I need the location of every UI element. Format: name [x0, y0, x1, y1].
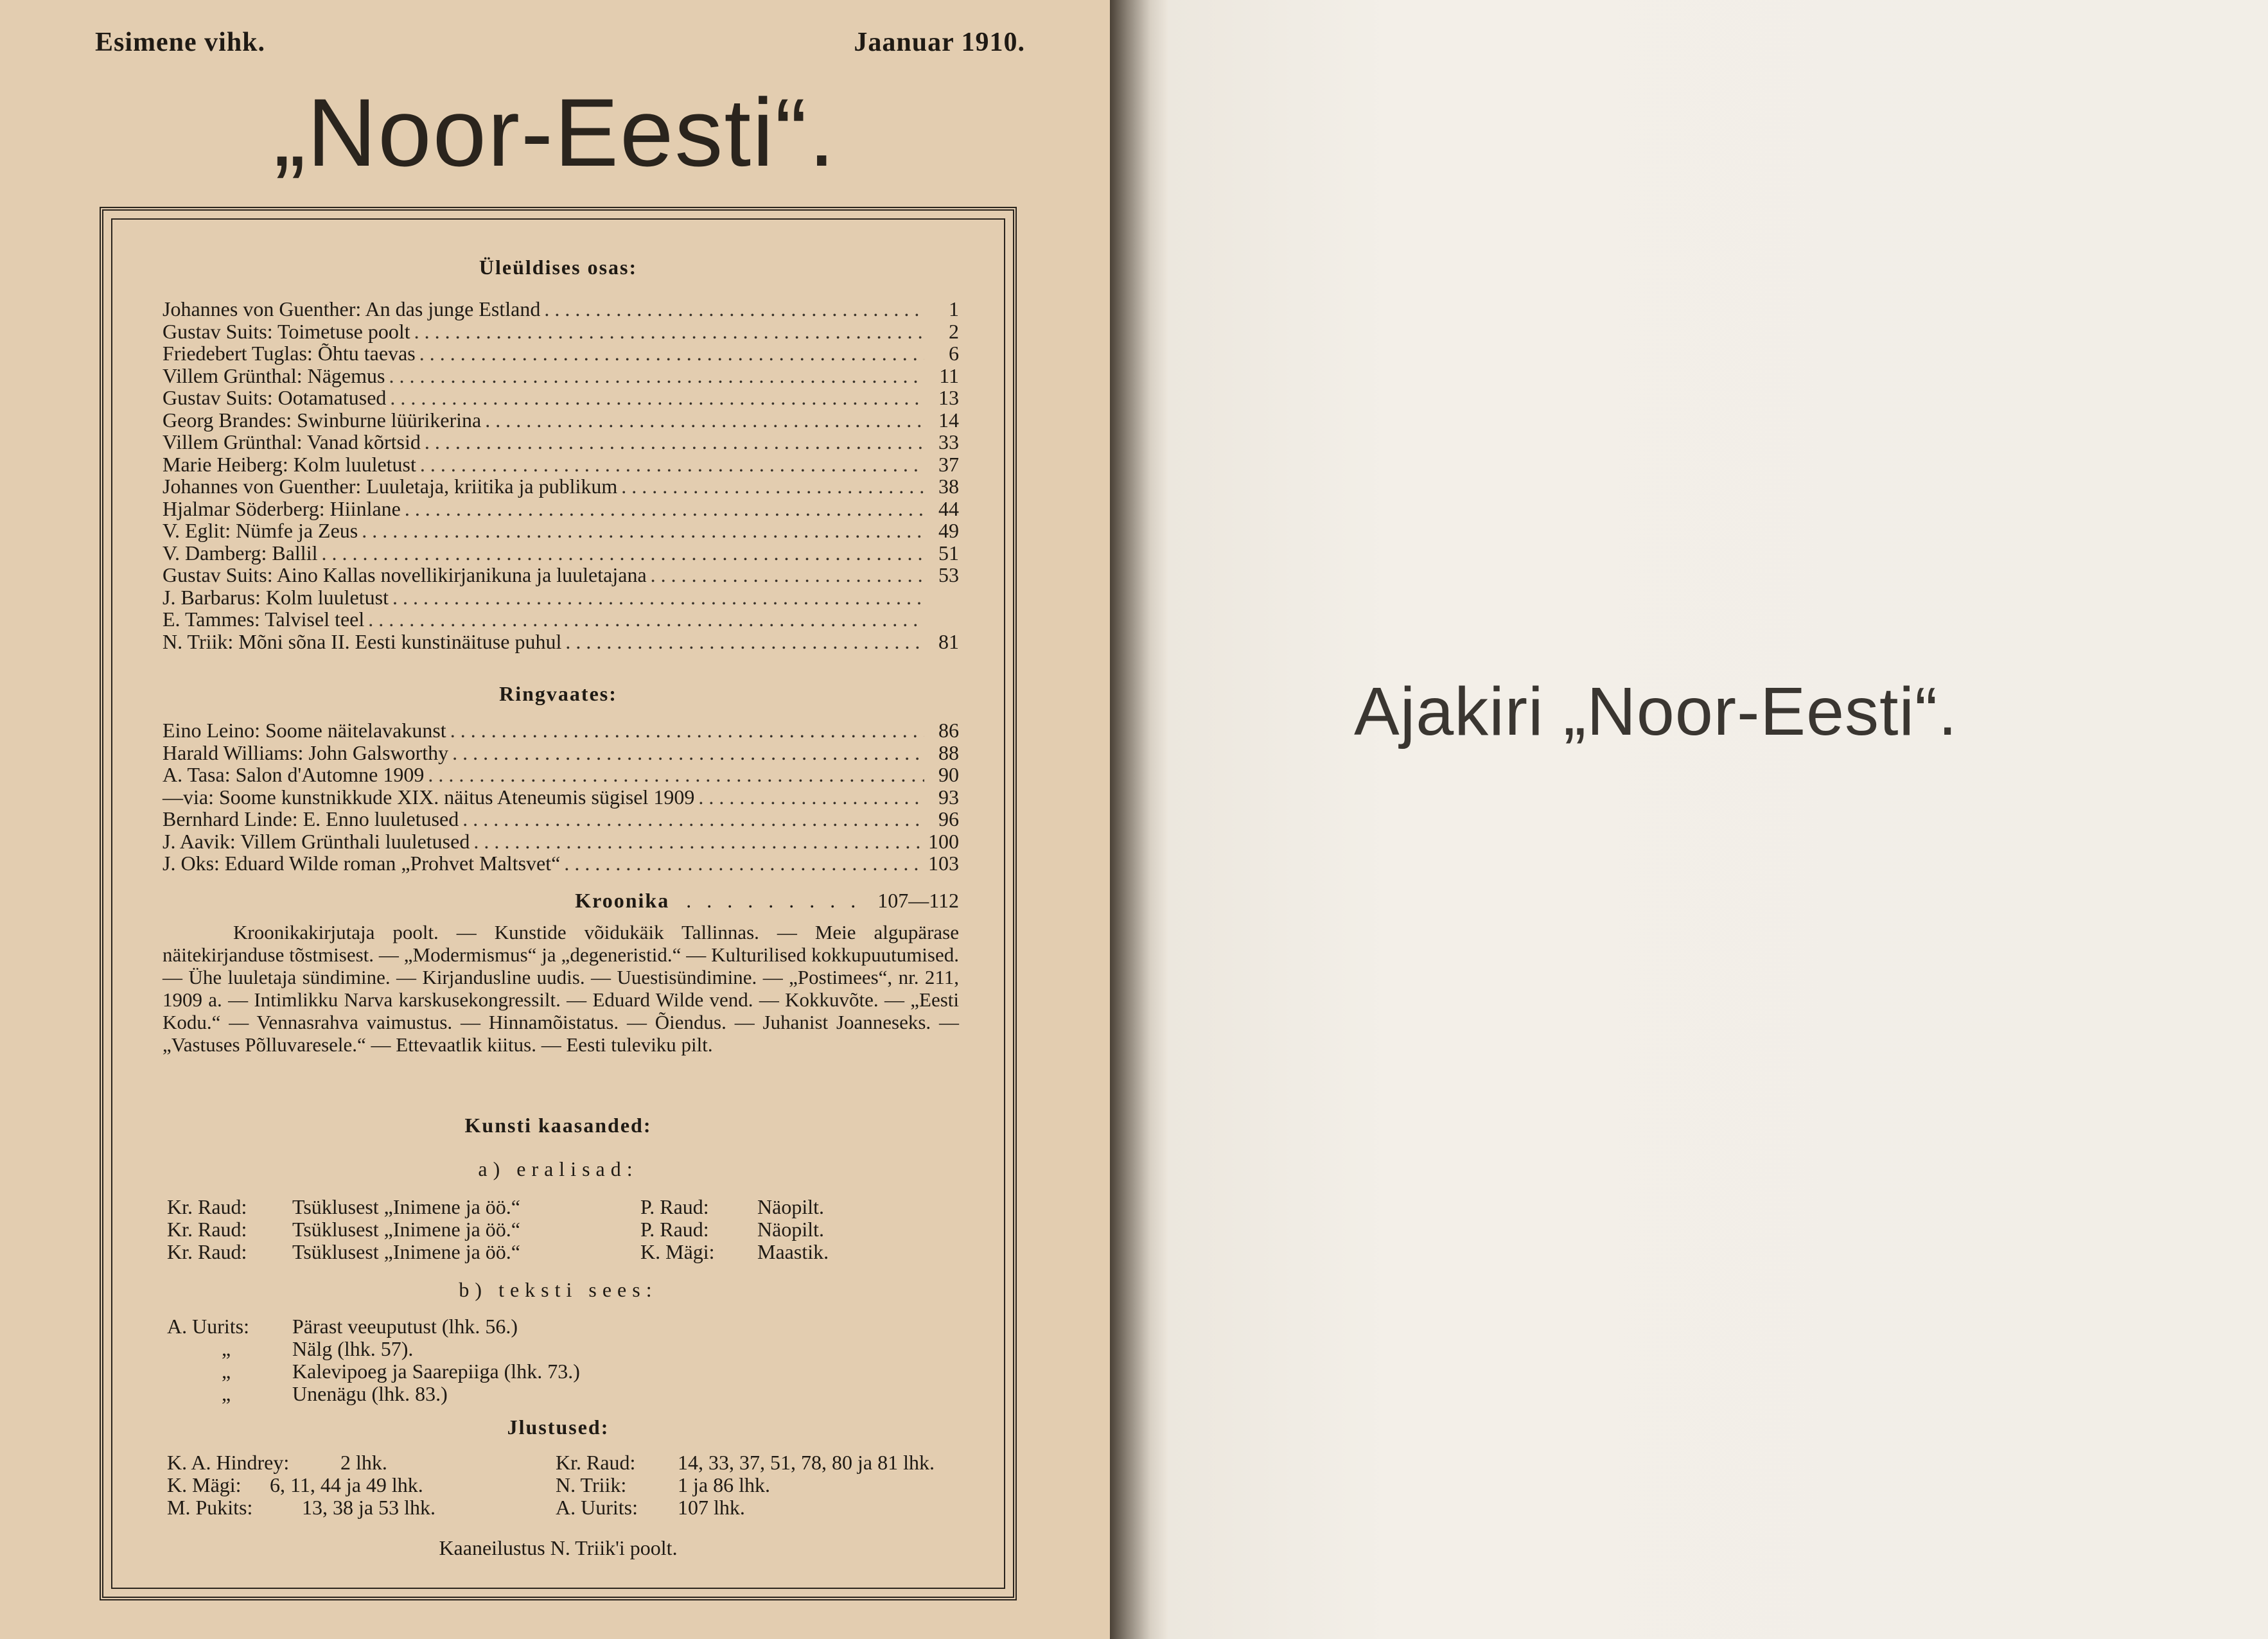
toc-row — [163, 409, 959, 432]
art-author: „ — [222, 1360, 231, 1383]
toc-row — [163, 453, 959, 476]
art-right-column — [640, 1196, 829, 1263]
art-item — [640, 1218, 829, 1241]
illustration-pages: 107 lhk. — [678, 1496, 745, 1519]
toc-row — [163, 830, 959, 853]
toc-entry-page: 49 — [938, 519, 959, 542]
illustrator: M. Pukits: — [167, 1496, 253, 1519]
chronicle-section — [163, 888, 959, 1056]
toc-row — [163, 808, 959, 830]
toc-entry-page: 53 — [938, 563, 959, 586]
section-heading-reviews: Ringvaates: — [499, 682, 617, 705]
illustration-pages: 14, 33, 37, 51, 78, 80 ja 81 lhk. — [678, 1451, 935, 1474]
toc-entry-text: Gustav Suits: Aino Kallas novellikirjanikuna ja luuletajana — [163, 563, 647, 586]
art-item — [167, 1218, 520, 1241]
art-work: Pärast veeuputust (lhk. 56.) — [292, 1315, 518, 1338]
toc-entry-page: 103 — [928, 852, 959, 875]
illustration-item — [556, 1496, 935, 1519]
chronicle-heading: Kroonika — [575, 889, 670, 912]
left-page — [0, 0, 1110, 1639]
art-author: P. Raud: — [640, 1195, 709, 1218]
illustrator: K. Mägi: — [167, 1473, 242, 1496]
right-page-title: Ajakiri „Noor-Eesti“. — [1354, 674, 1958, 749]
art-item — [640, 1241, 829, 1263]
art-work: Näopilt. — [757, 1195, 824, 1218]
toc-row — [163, 719, 959, 742]
art-item — [167, 1383, 580, 1405]
toc-entry-page: 1 — [949, 297, 959, 320]
art-author: „ — [222, 1382, 231, 1405]
toc-row — [163, 298, 959, 320]
art-author: P. Raud: — [640, 1218, 709, 1241]
art-subheading-b: b) teksti sees: — [459, 1278, 658, 1301]
toc-entry-text: Marie Heiberg: Kolm luuletust — [163, 452, 416, 476]
toc-entry-text: J. Aavik: Villem Grünthali luuletused — [163, 829, 470, 853]
toc-entry-text: Bernhard Linde: E. Enno luuletused — [163, 807, 459, 830]
book-gutter — [1110, 0, 1168, 1639]
illustration-pages: 2 lhk. — [340, 1451, 387, 1474]
toc-entry-text: Villem Grünthal: Vanad kõrtsid — [163, 430, 421, 453]
toc-entry-page: 2 — [949, 319, 959, 343]
toc-entry-text: Johannes von Guenther: Luuletaja, kriitika ja publikum — [163, 475, 618, 498]
section-heading-illustrations: Jlustused: — [507, 1416, 610, 1439]
toc-entry-page: 38 — [938, 475, 959, 498]
toc-entry-page: 33 — [938, 430, 959, 453]
cover-credit: Kaaneilustus N. Triik'i poolt. — [439, 1536, 678, 1559]
toc-entry-text: —via: Soome kunstnikkude XIX. näitus Ateneumis sügisel 1909 — [163, 785, 695, 809]
toc-entry-text: Gustav Suits: Ootamatused — [163, 386, 387, 409]
illustrator: A. Uurits: — [556, 1496, 638, 1519]
chronicle-heading-row: Kroonika . . . . . . . . . 107—112 — [575, 889, 959, 912]
toc-entry-page: 100 — [928, 829, 959, 853]
toc-entry-page: 14 — [938, 408, 959, 432]
toc-row — [163, 498, 959, 520]
toc-row — [163, 365, 959, 387]
toc-row — [163, 542, 959, 565]
text-illustration-list — [167, 1315, 580, 1405]
toc-entry-page: 6 — [949, 342, 959, 365]
toc-row — [163, 852, 959, 875]
toc-entry-text: V. Eglit: Nümfe ja Zeus — [163, 519, 358, 542]
illustrator: K. A. Hindrey: — [167, 1451, 290, 1474]
toc-row — [163, 475, 959, 498]
toc-entry-text: Harald Williams: John Galsworthy — [163, 741, 449, 764]
toc-entry-page: 88 — [938, 741, 959, 764]
reviews-toc — [163, 719, 959, 875]
toc-row — [163, 342, 959, 365]
right-page — [1168, 0, 2268, 1639]
toc-entry-text: Georg Brandes: Swinburne lüürikerina — [163, 408, 482, 432]
contents-frame — [100, 207, 1017, 1600]
toc-entry-text: J. Oks: Eduard Wilde roman „Prohvet Maltsvet“ — [163, 852, 561, 875]
toc-entry-page — [924, 586, 959, 609]
chronicle-text: Kroonikakirjutaja poolt. — Kunstide võidukäik Tallinnas. — Meie algupärase näitekirjanduse tõstmisest. — „Modermismus“ ja „degeneristid.“ — Kulturilised kokkupuutumised. — Ühe luuletaja sündimine. — Kirjandusline uudis. — Uuestisündimine. — „Postimees“, nr. 211, 1909 a. — Intimlikku Narva karskusekongressilt. — Eduard Wilde vend. — Kokkuvõte. — „Eesti Kodu.“ — Vennasrahva vaimustus. — Hinnamõistatus. — Õiendus. — Juhanist Joanneseks. — „Vastuses Põlluvaresele.“ — Ettevaatlik kiitus. — Eesti tuleviku pilt. — [163, 921, 959, 1056]
masthead-title: „Noor-Eesti“. — [273, 78, 837, 186]
illustration-item — [167, 1474, 435, 1496]
art-item — [167, 1241, 520, 1263]
toc-entry-text: A. Tasa: Salon d'Automne 1909 — [163, 763, 425, 786]
art-item — [167, 1196, 520, 1218]
section-heading-art: Kunsti kaasanded: — [464, 1114, 652, 1137]
toc-entry-page: 51 — [938, 541, 959, 565]
toc-row — [163, 742, 959, 764]
art-item — [640, 1196, 829, 1218]
art-work: Näopilt. — [757, 1218, 824, 1241]
illustration-pages: 13, 38 ja 53 lhk. — [302, 1496, 435, 1519]
toc-entry-page: 90 — [938, 763, 959, 786]
illustration-pages: 1 ja 86 lhk. — [678, 1473, 770, 1496]
toc-entry-text: Villem Grünthal: Nägemus — [163, 364, 385, 387]
toc-row — [163, 608, 959, 631]
toc-row — [163, 520, 959, 542]
art-author: Kr. Raud: — [167, 1195, 247, 1218]
art-work: Unenägu (lhk. 83.) — [292, 1382, 448, 1405]
section-heading-general: Üleüldises osas: — [479, 256, 638, 279]
art-author: „ — [222, 1337, 231, 1360]
toc-entry-page: 11 — [939, 364, 959, 387]
illustrator: Kr. Raud: — [556, 1451, 636, 1474]
toc-entry-text: Johannes von Guenther: An das junge Estland — [163, 297, 541, 320]
art-work: Maastik. — [757, 1240, 829, 1263]
toc-entry-page — [924, 608, 959, 631]
art-item — [167, 1315, 580, 1338]
art-work: Tsüklusest „Inimene ja öö.“ — [292, 1218, 520, 1241]
toc-entry-text: E. Tammes: Talvisel teel — [163, 608, 365, 631]
toc-entry-page: 86 — [938, 719, 959, 742]
toc-entry-text: N. Triik: Mõni sõna II. Eesti kunstinäituse puhul — [163, 629, 562, 653]
issue-date: Jaanuar 1910. — [854, 28, 1025, 57]
toc-row — [163, 631, 959, 653]
art-author: Kr. Raud: — [167, 1218, 247, 1241]
toc-entry-page: 44 — [938, 496, 959, 520]
toc-row — [163, 320, 959, 343]
toc-entry-text: Hjalmar Söderberg: Hiinlane — [163, 496, 401, 520]
art-work: Kalevipoeg ja Saarepiiga (lhk. 73.) — [292, 1360, 580, 1383]
general-toc — [163, 298, 959, 653]
illustrator: N. Triik: — [556, 1473, 627, 1496]
contents-inner-border — [111, 218, 1005, 1589]
illustration-item — [167, 1451, 435, 1474]
toc-entry-text: Friedebert Tuglas: Õhtu taevas — [163, 342, 416, 365]
art-author: A. Uurits: — [167, 1315, 249, 1338]
toc-entry-page: 96 — [938, 807, 959, 830]
toc-entry-text: Eino Leino: Soome näitelavakunst — [163, 719, 446, 742]
illustration-pages: 6, 11, 44 ja 49 lhk. — [270, 1473, 423, 1496]
toc-row — [163, 586, 959, 609]
art-work: Tsüklusest „Inimene ja öö.“ — [292, 1240, 520, 1263]
art-author: K. Mägi: — [640, 1240, 715, 1263]
art-work: Nälg (lhk. 57). — [292, 1337, 414, 1360]
illustrations-left — [167, 1451, 435, 1519]
toc-entry-page: 37 — [938, 452, 959, 476]
toc-row — [163, 387, 959, 409]
art-author: Kr. Raud: — [167, 1240, 247, 1263]
toc-row — [163, 431, 959, 453]
issue-label: Esimene vihk. — [95, 28, 266, 57]
illustration-item — [556, 1451, 935, 1474]
toc-entry-text: J. Barbarus: Kolm luuletust — [163, 585, 389, 609]
toc-entry-text: V. Damberg: Ballil — [163, 541, 318, 565]
art-work: Tsüklusest „Inimene ja öö.“ — [292, 1195, 520, 1218]
chronicle-pages: 107—112 — [877, 889, 959, 912]
toc-row — [163, 786, 959, 809]
art-item — [167, 1360, 580, 1383]
toc-entry-page: 13 — [938, 386, 959, 409]
illustration-item — [167, 1496, 435, 1519]
illustration-item — [556, 1474, 935, 1496]
toc-row — [163, 564, 959, 586]
illustrations-right — [556, 1451, 935, 1519]
toc-entry-page: 93 — [938, 785, 959, 809]
toc-entry-text: Gustav Suits: Toimetuse poolt — [163, 319, 410, 343]
toc-entry-page: 81 — [938, 629, 959, 653]
art-left-column — [167, 1196, 520, 1263]
art-item — [167, 1338, 580, 1360]
art-subheading-a: a) eralisad: — [478, 1157, 638, 1180]
toc-row — [163, 764, 959, 786]
